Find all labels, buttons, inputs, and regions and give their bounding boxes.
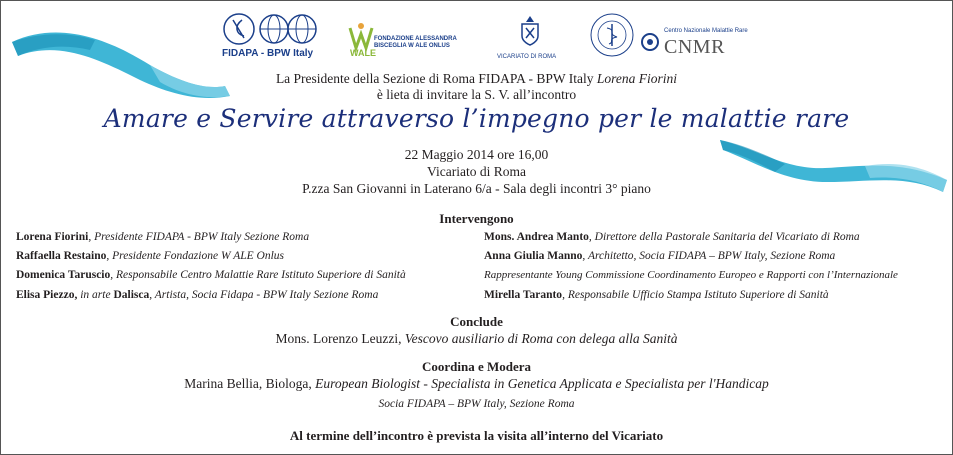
event-title: Amare e Servire attraverso l’impegno per le malattie rare: [103, 104, 850, 133]
event-place: Vicariato di Roma: [427, 164, 526, 179]
event-address: P.zza San Giovanni in Laterano 6/a - Sala degli incontri 3° piano: [302, 181, 651, 196]
coordina-line: Marina Bellia, Biologa, European Biologist - Specialista in Genetica Applicata e Specialista per l'Handicap: [184, 376, 769, 391]
footer-note: Al termine dell’incontro è prevista la visita all’interno del Vicariato: [289, 428, 664, 443]
fidapa-label: FIDAPA - BPW Italy: [222, 48, 314, 59]
vicariato-crest-icon: [516, 14, 544, 46]
intro-line-2: è lieta di invitare la S. V. all’incontro: [376, 87, 577, 102]
speaker-right-2: Anna Giulia Manno, Architetto, Socia FIDAPA – BPW Italy, Sezione Roma: [484, 250, 836, 262]
wale-label: WALE: [350, 48, 376, 58]
cnmr-label: CNMR: [664, 36, 725, 58]
intro-president-name: Lorena Fiorini: [596, 71, 678, 86]
coordina-line-2: Socia FIDAPA – BPW Italy, Sezione Roma: [378, 398, 575, 410]
event-date: 22 Maggio 2014 ore 16,00: [404, 147, 549, 162]
speaker-right-4: Mirella Taranto, Responsabile Ufficio Stampa Istituto Superiore di Sanità: [484, 289, 829, 301]
speaker-left-2: Raffaella Restaino, Presidente Fondazione W ALE Onlus: [16, 250, 284, 262]
speaker-left-4: Elisa Piezzo, in arte Dalisca, Artista, Socia Fidapa - BPW Italy Sezione Roma: [16, 289, 379, 301]
cnmr-small-label: Centro Nazionale Malattie Rare: [664, 28, 748, 34]
conclude-line: Mons. Lorenzo Leuzzi, Vescovo ausiliario di Roma con delega alla Sanità: [275, 331, 678, 346]
intro-line-1: [0, 70, 953, 87]
coordina-heading: Coordina e Modera: [421, 359, 532, 374]
intervengono-heading: Intervengono: [439, 211, 514, 226]
vicariato-label: VICARIATO DI ROMA: [497, 54, 557, 60]
fidapa-logo-icon: [222, 12, 318, 46]
fondazione-label: FONDAZIONE ALESSANDRA BISCEGLIA W ALE ONLUS: [374, 36, 457, 49]
conclude-heading: Conclude: [450, 314, 503, 329]
speaker-left-1: Lorena Fiorini, Presidente FIDAPA - BPW Italy Sezione Roma: [16, 231, 310, 243]
cnmr-logo-icon: [640, 32, 660, 52]
speaker-left-3: Domenica Taruscio, Responsabile Centro Malattie Rare Istituto Superiore di Sanità: [16, 269, 406, 281]
logos-row: [0, 10, 953, 62]
iss-seal-icon: [589, 12, 635, 58]
speaker-right-3: Rappresentante Young Commissione Coordinamento Europeo e Rapporti con l’Internazionale: [484, 269, 898, 281]
intro-text: La Presidente della Sezione di Roma FIDAPA - BPW Italy: [275, 71, 597, 86]
speaker-right-1: Mons. Andrea Manto, Direttore della Pastorale Sanitaria del Vicariato di Roma: [484, 231, 860, 243]
